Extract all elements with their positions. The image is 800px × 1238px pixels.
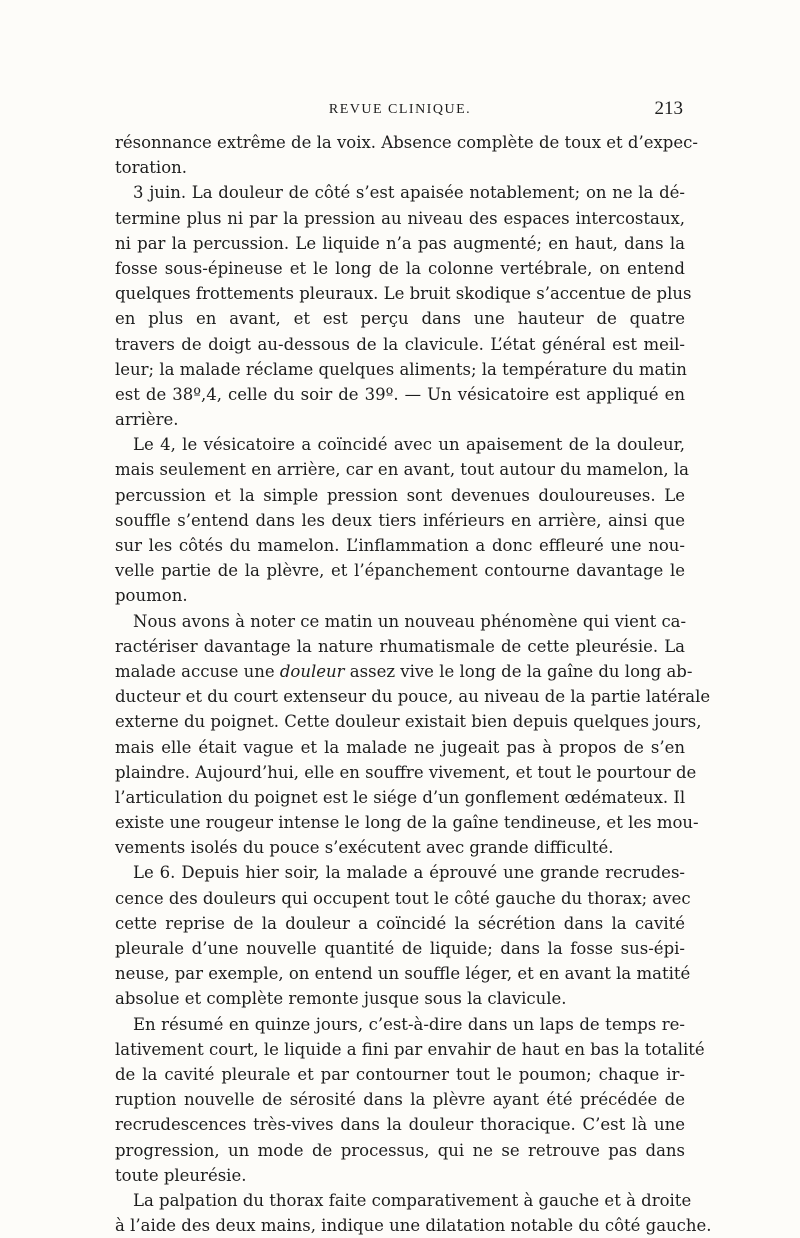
text-line: Nous avons à noter ce matin un nouveau phénomène qui vient ca-	[133, 611, 687, 631]
text-line: ractériser davantage la nature rhumatismale de cette pleurésie. La	[115, 636, 685, 656]
text-line: travers de doigt au-dessous de la clavicule. L’état général est meil-	[115, 334, 685, 354]
text-line: progression, un mode de processus, qui ne se retrouve pas dans	[115, 1140, 685, 1160]
text-line: ruption nouvelle de sérosité dans la plèvre ayant été précédée de	[115, 1090, 685, 1110]
text-line: sur les côtés du mamelon. L’inflammation a donc effleuré une nou-	[115, 536, 685, 555]
text-segment: assez vive le long de la gaîne du long ab-	[344, 661, 693, 681]
text-line: cette reprise de la douleur a coïncidé la sécrétion dans la cavité	[115, 913, 685, 933]
text-line: toute pleurésie.	[115, 1165, 247, 1185]
text-line: 3 juin. La douleur de côté s’est apaisée notablement; on ne la dé-	[133, 183, 685, 203]
text-line: à l’aide des deux mains, indique une dilatation notable du côté gauche.	[115, 1216, 712, 1236]
text-line: cence des douleurs qui occupent tout le côté gauche du thorax; avec	[115, 888, 691, 908]
body-text	[115, 130, 712, 1238]
text-line: ni par la percussion. Le liquide n’a pas augmenté; en haut, dans la	[115, 233, 685, 253]
text-line: pleurale d’une nouvelle quantité de liquide; dans la fosse sus-épi-	[115, 939, 685, 958]
text-line: leur; la malade réclame quelques aliments; la température du matin	[115, 359, 687, 379]
document-page	[115, 98, 712, 1236]
text-line: neuse, par exemple, on entend un souffle léger, et en avant la matité	[115, 964, 691, 984]
text-line: résonnance extrême de la voix. Absence complète de toux et d’expec-	[115, 133, 698, 152]
text-line: arrière.	[115, 410, 179, 430]
text-line: Le 4, le vésicatoire a coïncidé avec un apaisement de la douleur,	[133, 435, 685, 455]
text-line: lativement court, le liquide a fini par envahir de haut en bas la totalité	[115, 1039, 705, 1059]
text-line: La palpation du thorax faite comparativement à gauche et à droite	[133, 1190, 692, 1210]
text-line: externe du poignet. Cette douleur existait bien depuis quelques jours,	[115, 712, 702, 732]
text-line: percussion et la simple pression sont devenues douloureuses. Le	[115, 485, 685, 505]
text-line: velle partie de la plèvre, et l’épanchement contourne davantage le	[115, 561, 685, 581]
text-line: termine plus ni par la pression au niveau des espaces intercostaux,	[115, 208, 685, 228]
running-title: REVUE CLINIQUE.	[328, 102, 472, 117]
text-line: recrudescences très-vives dans la douleur thoracique. C’est là une	[115, 1115, 685, 1135]
text-line: en plus en avant, et est perçu dans une hauteur de quatre	[115, 309, 685, 329]
text-line: En résumé en quinze jours, c’est-à-dire dans un laps de temps re-	[133, 1014, 685, 1034]
text-line: fosse sous-épineuse et le long de la colonne vertébrale, on entend	[115, 258, 685, 278]
text-line: mais elle était vague et la malade ne jugeait pas à propos de s’en	[115, 737, 685, 757]
page-number: 213	[654, 98, 683, 119]
text-line: existe une rougeur intense le long de la gaîne tendineuse, et les mou-	[115, 813, 699, 833]
text-line: poumon.	[115, 586, 188, 606]
text-line: plaindre. Aujourd’hui, elle en souffre vivement, et tout le pourtour de	[115, 762, 697, 782]
text-line: quelques frottements pleuraux. Le bruit skodique s’accentue de plus	[115, 284, 692, 304]
text-line: l’articulation du poignet est le siége d’un gonflement œdémateux. Il	[115, 787, 686, 807]
italic-word: douleur	[279, 661, 345, 681]
text-line: toration.	[115, 158, 188, 178]
text-line: souffle s’entend dans les deux tiers inférieurs en arrière, ainsi que	[115, 510, 685, 530]
text-line: vements isolés du pouce s’exécutent avec grande difficulté.	[115, 838, 614, 858]
text-line: absolue et complète remonte jusque sous la clavicule.	[115, 989, 567, 1009]
text-line: ducteur et du court extenseur du pouce, au niveau de la partie latérale	[115, 687, 711, 707]
text-line: Le 6. Depuis hier soir, la malade a éprouvé une grande recrudes-	[133, 863, 685, 883]
text-line: est de 38º,4, celle du soir de 39º. — Un vésicatoire est appliqué en	[115, 384, 685, 404]
page-header	[115, 98, 685, 122]
text-segment: malade accuse une	[115, 661, 280, 681]
text-line: mais seulement en arrière, car en avant, tout autour du mamelon, la	[115, 460, 689, 480]
text-line	[115, 659, 693, 684]
text-line: de la cavité pleurale et par contourner tout le poumon; chaque ir-	[115, 1064, 685, 1084]
